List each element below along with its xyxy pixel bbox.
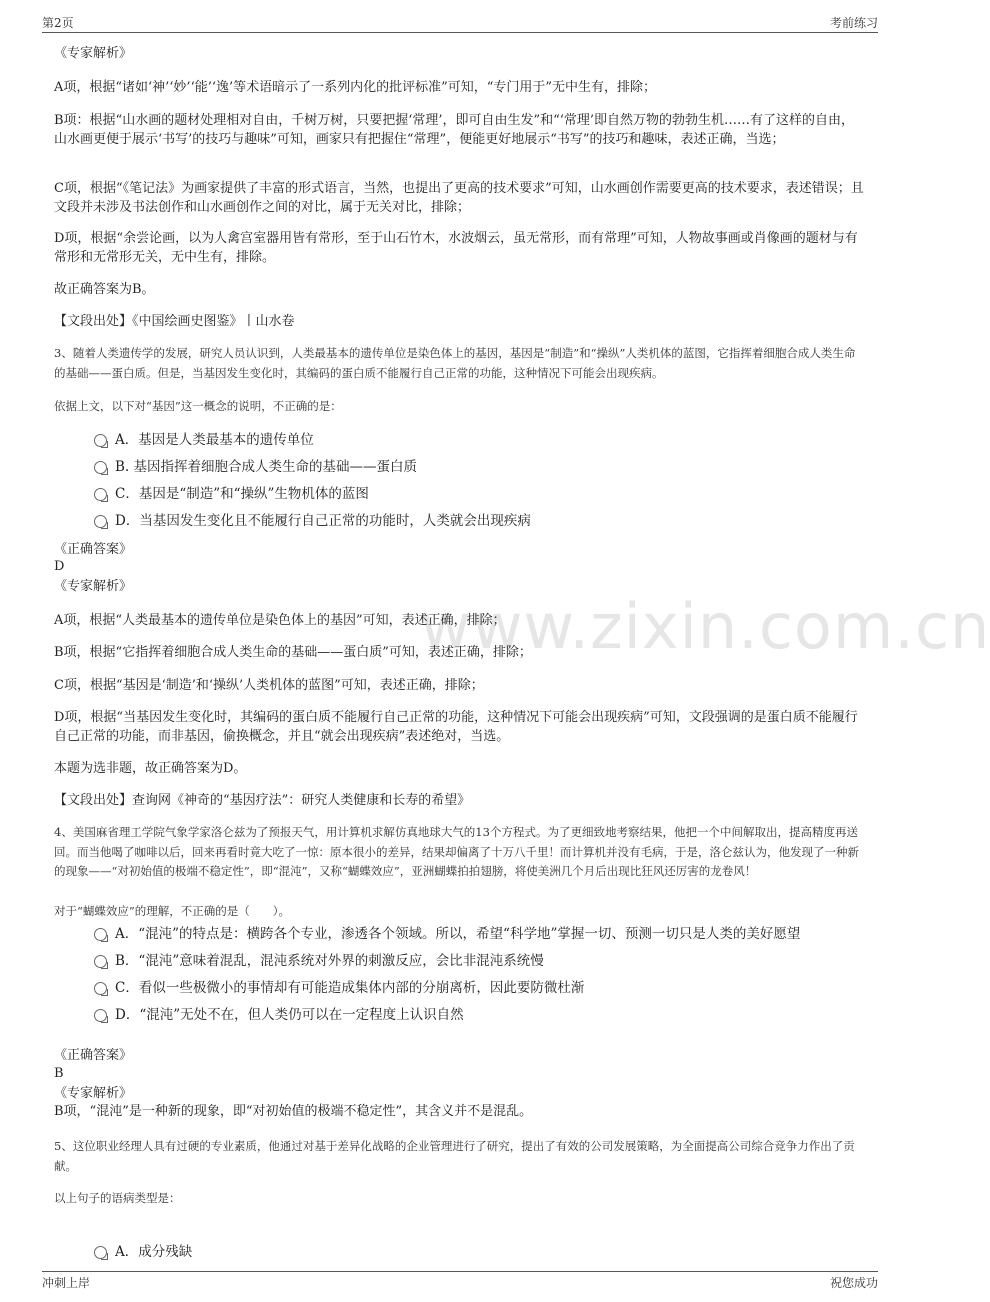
radio-icon[interactable] xyxy=(94,515,107,528)
q3-conclusion: 本题为选非题，故正确答案为D。 xyxy=(54,761,247,776)
q4-stem: 4、美国麻省理工学院气象学家洛仑兹为了预报天气，用计算机求解仿真地球大气的13个方程式。为了更细致地考察结果，他把一个中间解取出，提高精度再送回。而当他喝了咖啡以后，回来再看时竟大吃了一惊：原本很小的差异，结果却偏离了十万八千里！而计算机并没有毛病，于是，洛仑兹认为，他发现了一种新的现象——“对初始值的极端不稳定性”，即“混沌”，又称“蝴蝶效应”，亚洲蝴蝶拍拍翅膀，将使美洲几个月后出现比狂风还厉害的龙卷风！ xyxy=(54,825,859,878)
radio-icon[interactable] xyxy=(94,955,107,968)
radio-icon[interactable] xyxy=(94,1009,107,1022)
radio-icon[interactable] xyxy=(94,1246,107,1259)
radio-icon[interactable] xyxy=(94,434,107,447)
q5-stem: 5、这位职业经理人具有过硬的专业素质，他通过对基于差异化战略的企业管理进行了研究，提出了有效的公司发展策略，为全面提高公司综合竞争力作出了贡献。 xyxy=(54,1139,855,1173)
q3-analysis-d: D项，根据“当基因发生变化时，其编码的蛋白质不能履行自己正常的功能，这种情况下可能会出现疾病”可知，文段强调的是蛋白质不能履行自己正常的功能，而非基因，偷换概念，并且“就会出现疾病”表述绝对，当选。 xyxy=(54,710,858,744)
footer-right: 祝您成功 xyxy=(829,1276,878,1290)
q4-option-d[interactable]: D．“混沌”无处不在，但人类仍可以在一定程度上认识自然 xyxy=(94,1005,464,1025)
q2-analysis-b: B项：根据“山水画的题材处理相对自由，千树万树，只要把握‘常理’，即可自由生发”和“‘常理’即自然万物的勃勃生机……有了这样的自由，山水画更便于展示‘书写’的技巧与趣味”可知，画家只有把握住“常理”，便能更好地展示“书写”的技巧和趣味，表述正确，当选； xyxy=(54,113,855,147)
page-footer xyxy=(42,1271,878,1294)
watermark: www.zixin.com.cn xyxy=(420,590,990,663)
page-number: 第2页 xyxy=(42,16,74,30)
q2-analysis-a: A项，根据“诸如‘神’‘妙’‘能’‘逸’等术语暗示了一系列内化的批评标准”可知，“专门用于”无中生有，排除； xyxy=(54,80,657,95)
q4-prompt: 对于“蝴蝶效应”的理解，不正确的是（ ）。 xyxy=(54,904,291,918)
page-header xyxy=(42,10,878,33)
q4-option-a[interactable]: A．“混沌”的特点是：横跨各个专业，渗透各个领域。所以，希望“科学地”掌握一切、预测一切只是人类的美好愿望 xyxy=(94,924,800,944)
q3-option-b[interactable]: B. 基因指挥着细胞合成人类生命的基础——蛋白质 xyxy=(94,457,417,477)
q5-option-a[interactable]: A．成分残缺 xyxy=(94,1242,192,1262)
q2-analysis-title: 《专家解析》 xyxy=(54,46,133,61)
q3-analysis-title: 《专家解析》 xyxy=(54,579,133,594)
radio-icon[interactable] xyxy=(94,928,107,941)
q5-prompt: 以上句子的语病类型是： xyxy=(54,1191,181,1205)
q3-option-c[interactable]: C．基因是“制造”和“操纵”生物机体的蓝图 xyxy=(94,484,369,504)
q3-option-a[interactable]: A．基因是人类最基本的遗传单位 xyxy=(94,430,314,450)
q3-prompt: 依据上文，以下对“基因”这一概念的说明，不正确的是： xyxy=(54,399,342,413)
q4-analysis-title: 《专家解析》 xyxy=(54,1086,133,1101)
q2-conclusion: 故正确答案为B。 xyxy=(54,282,155,297)
q3-analysis-b: B项，根据“它指挥着细胞合成人类生命的基础——蛋白质”可知，表述正确，排除； xyxy=(54,645,532,660)
q3-answer-title: 《正确答案》 xyxy=(54,542,133,557)
radio-icon[interactable] xyxy=(94,461,107,474)
footer-left: 冲刺上岸 xyxy=(42,1276,91,1290)
q2-analysis-c: C项，根据“《笔记法》为画家提供了丰富的形式语言，当然，也提出了更高的技术要求”可知，山水画创作需要更高的技术要求，表述错误；且文段并未涉及书法创作和山水画创作之间的对比，属于无关对比，排除； xyxy=(54,181,864,215)
radio-icon[interactable] xyxy=(94,488,107,501)
q3-source: 【文段出处】查询网《神奇的“基因疗法”：研究人类健康和长寿的希望》 xyxy=(54,793,471,808)
q3-analysis-c: C项，根据“基因是‘制造’和‘操纵’人类机体的蓝图”可知，表述正确，排除； xyxy=(54,678,484,693)
q3-analysis-a: A项，根据“人类最基本的遗传单位是染色体上的基因”可知，表述正确，排除； xyxy=(54,613,506,628)
q3-answer: D xyxy=(54,559,65,574)
q4-answer: B xyxy=(54,1066,64,1081)
q3-option-d[interactable]: D．当基因发生变化且不能履行自己正常的功能时，人类就会出现疾病 xyxy=(94,511,531,531)
q3-stem: 3、随着人类遗传学的发展，研究人员认识到，人类最基本的遗传单位是染色体上的基因，基因是“制造”和“操纵”人类机体的蓝图，它指挥着细胞合成人类生命的基础——蛋白质。但是，当基因发生变化时，其编码的蛋白质不能履行自己正常的功能，这种情况下可能会出现疾病。 xyxy=(54,346,856,380)
header-label: 考前练习 xyxy=(829,16,878,30)
q4-option-b[interactable]: B．“混沌”意味着混乱，混沌系统对外界的刺激反应，会比非混沌系统慢 xyxy=(94,951,544,971)
radio-icon[interactable] xyxy=(94,982,107,995)
q2-source: 【文段出处】《中国绘画史图鉴》丨山水卷 xyxy=(54,314,295,329)
q4-analysis-b: B项，“混沌”是一种新的现象，即“对初始值的极端不稳定性”，其含义并不是混乱。 xyxy=(54,1104,533,1119)
q2-analysis-d: D项，根据“余尝论画，以为人禽宫室器用皆有常形，至于山石竹木，水波烟云，虽无常形，而有常理”可知，人物故事画或肖像画的题材与有常形和无常形无关，无中生有，排除。 xyxy=(54,231,858,265)
q4-answer-title: 《正确答案》 xyxy=(54,1048,133,1063)
q4-option-c[interactable]: C．看似一些极微小的事情却有可能造成集体内部的分崩离析，因此要防微杜渐 xyxy=(94,978,584,998)
